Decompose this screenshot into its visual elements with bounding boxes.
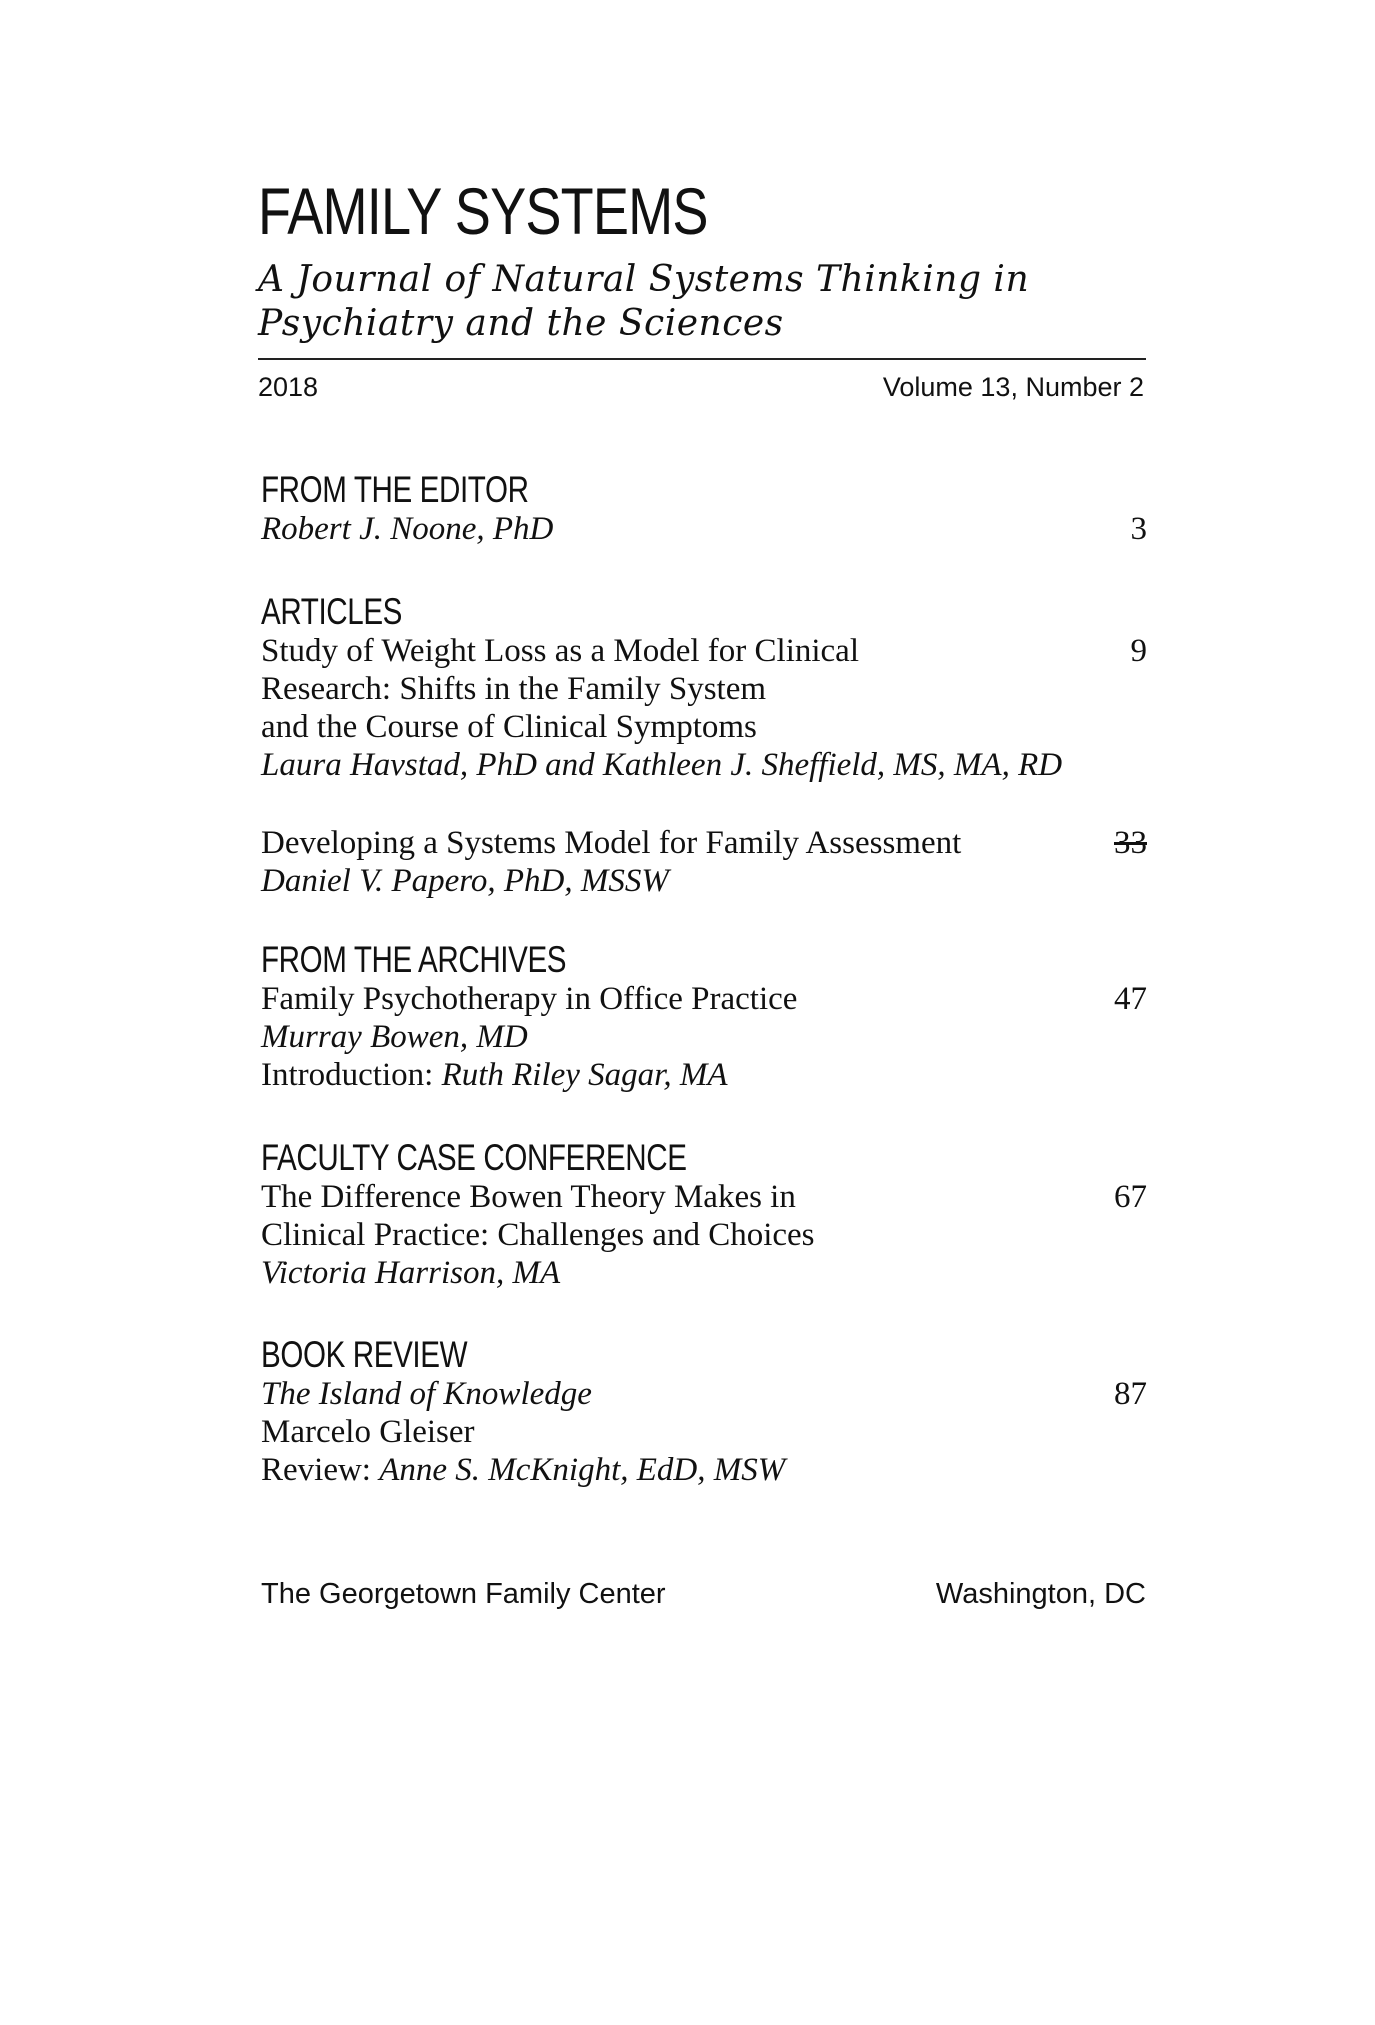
issue-year: 2018 bbox=[258, 372, 319, 402]
entry-author: Laura Havstad, PhD and Kathleen J. Sheffield, MS, MA, RD bbox=[261, 747, 1063, 783]
section-faculty-case-conference bbox=[261, 1138, 1147, 1292]
journal-title: FAMILY SYSTEMS bbox=[258, 174, 708, 248]
masthead-divider bbox=[258, 358, 1146, 360]
entry-reviewer bbox=[261, 1451, 1147, 1489]
entry-title-line: Family Psychotherapy in Office Practice bbox=[261, 981, 798, 1017]
journal-subtitle bbox=[258, 258, 1158, 346]
section-from-the-archives bbox=[261, 940, 1147, 1094]
entry-author: Victoria Harrison, MA bbox=[261, 1255, 561, 1291]
publisher-location: Washington, DC bbox=[935, 1578, 1146, 1610]
section-heading: FACULTY CASE CONFERENCE bbox=[261, 1137, 687, 1178]
toc-entry[interactable] bbox=[261, 510, 1147, 548]
entry-page-number: 33 bbox=[1114, 825, 1147, 861]
entry-page-number: 87 bbox=[1114, 1376, 1147, 1412]
toc-entry[interactable] bbox=[261, 824, 1147, 900]
issue-volume: Volume 13, Number 2 bbox=[882, 372, 1144, 402]
entry-title-line: Developing a Systems Model for Family Assessment bbox=[261, 825, 962, 861]
entry-page-number: 3 bbox=[1130, 511, 1147, 547]
entry-title-line: Study of Weight Loss as a Model for Clinical bbox=[261, 633, 859, 669]
section-heading: ARTICLES bbox=[261, 591, 403, 632]
entry-page-number: 9 bbox=[1130, 633, 1147, 669]
entry-title-line: Research: Shifts in the Family System bbox=[261, 671, 767, 707]
book-title: The Island of Knowledge bbox=[261, 1376, 592, 1412]
publisher-name: The Georgetown Family Center bbox=[261, 1578, 666, 1610]
entry-title-line: The Difference Bowen Theory Makes in bbox=[261, 1179, 796, 1215]
introduction-label: Introduction: bbox=[261, 1057, 434, 1093]
section-heading: FROM THE EDITOR bbox=[261, 469, 529, 510]
introduction-author: Ruth Riley Sagar, MA bbox=[441, 1057, 728, 1093]
entry-title-line: Clinical Practice: Challenges and Choices bbox=[261, 1217, 815, 1253]
toc-entry[interactable] bbox=[261, 632, 1147, 784]
subtitle-line: A Journal of Natural Systems Thinking in bbox=[258, 259, 1030, 300]
entry-author: Robert J. Noone, PhD bbox=[261, 511, 554, 547]
subtitle-line: Psychiatry and the Sciences bbox=[258, 303, 784, 344]
entry-title-line: and the Course of Clinical Symptoms bbox=[261, 709, 757, 745]
review-label: Review: bbox=[261, 1452, 371, 1488]
entry-page-number: 47 bbox=[1114, 981, 1147, 1017]
toc-entry[interactable] bbox=[261, 980, 1147, 1094]
section-from-the-editor bbox=[261, 470, 1147, 548]
section-book-review bbox=[261, 1335, 1147, 1489]
toc-entry[interactable] bbox=[261, 1178, 1147, 1292]
book-author: Marcelo Gleiser bbox=[261, 1414, 475, 1450]
entry-page-number: 67 bbox=[1114, 1179, 1147, 1215]
entry-introduction bbox=[261, 1056, 1147, 1094]
entry-author: Daniel V. Papero, PhD, MSSW bbox=[261, 863, 669, 899]
section-articles bbox=[261, 592, 1147, 900]
entry-author: Murray Bowen, MD bbox=[261, 1019, 528, 1055]
section-heading: BOOK REVIEW bbox=[261, 1334, 468, 1375]
section-heading: FROM THE ARCHIVES bbox=[261, 939, 567, 980]
toc-entry[interactable] bbox=[261, 1375, 1147, 1489]
reviewer-name: Anne S. McKnight, EdD, MSW bbox=[379, 1452, 786, 1488]
